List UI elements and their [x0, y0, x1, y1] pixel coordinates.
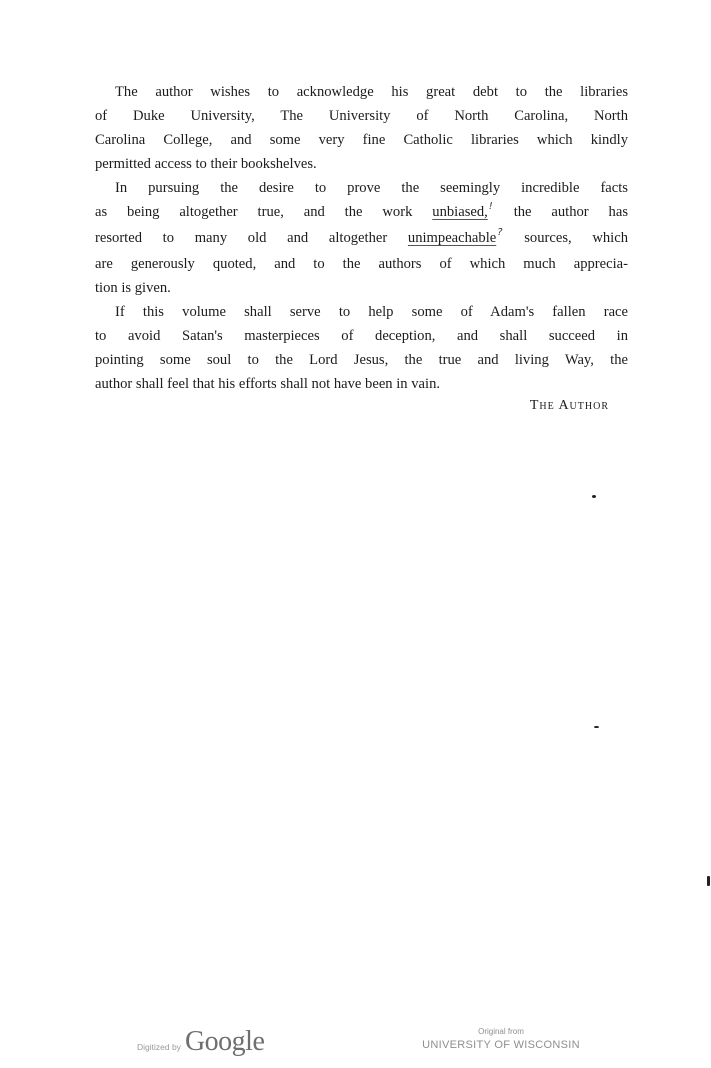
- ink-speck: [707, 876, 710, 886]
- underlined-word: unimpeachable: [407, 230, 497, 246]
- author-signature: The Author: [529, 398, 609, 413]
- acknowledgment-paragraph: [95, 80, 628, 176]
- text-line: In pursuing the desire to prove the seemingly incredible facts: [115, 180, 628, 196]
- text-line: are generously quoted, and to the authors of which much apprecia-: [95, 256, 628, 272]
- purpose-paragraph: [95, 300, 628, 396]
- text-line: of Duke University, The University of North Carolina, North: [95, 108, 628, 124]
- handwritten-mark: ?: [497, 227, 503, 238]
- text-line: permitted access to their bookshelves.: [95, 156, 317, 172]
- ink-speck: [594, 726, 599, 728]
- handwritten-mark: !: [488, 201, 493, 212]
- original-source-watermark: [416, 1027, 586, 1053]
- text-line: tion is given.: [95, 280, 171, 296]
- text-line: pointing some soul to the Lord Jesus, the true and living Way, the: [95, 352, 628, 368]
- page-body: [95, 80, 628, 396]
- underlined-word: unbiased,: [432, 204, 488, 220]
- text-line: If this volume shall serve to help some of Adam's fallen race: [115, 304, 628, 320]
- text-line: as being altogether true, and the work unbiased,! the author has: [95, 201, 628, 220]
- ink-speck: [592, 495, 596, 498]
- sources-paragraph: [95, 176, 628, 300]
- google-logo: Google: [184, 1026, 265, 1057]
- text-line: Carolina College, and some very fine Catholic libraries which kindly: [95, 132, 628, 148]
- digitized-by-label: Digitized by: [137, 1042, 181, 1052]
- text-line: author shall feel that his efforts shall not have been in vain.: [95, 376, 441, 392]
- text-line: to avoid Satan's masterpieces of deception, and shall succeed in: [95, 328, 628, 344]
- digitized-by-google-watermark: [137, 1026, 264, 1058]
- original-from-label: Original from: [478, 1027, 524, 1036]
- text-line: resorted to many old and altogether unimpeachable? sources, which: [95, 227, 629, 246]
- university-label: UNIVERSITY OF WISCONSIN: [422, 1039, 580, 1051]
- text-line: The author wishes to acknowledge his great debt to the libraries: [115, 84, 628, 100]
